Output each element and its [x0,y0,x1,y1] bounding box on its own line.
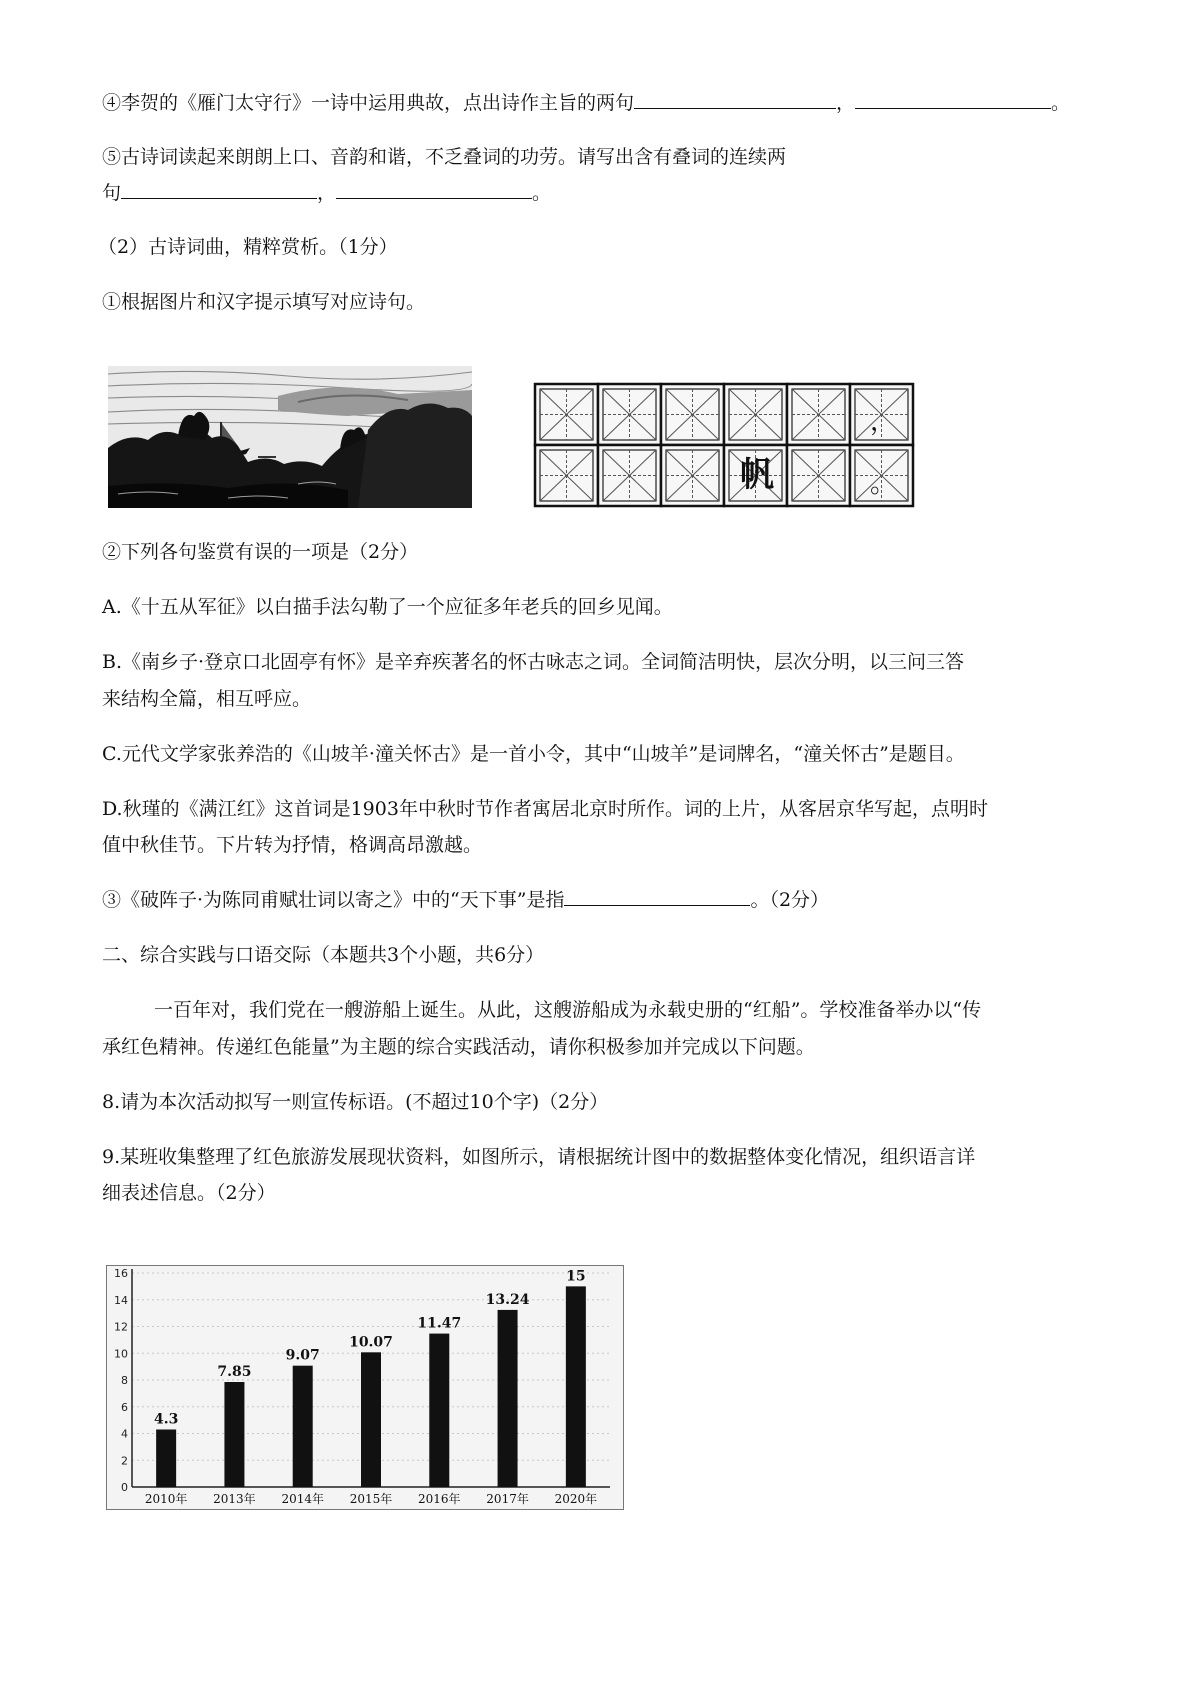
option-b-line-2[interactable]: 来结构全篇，相互呼应。 [102,688,312,710]
chart-value-label: 15 [566,1268,586,1285]
q5-line-2 [102,178,551,208]
chart-y-tick-label: 6 [121,1400,128,1414]
grid-cell[interactable] [661,384,724,445]
q9-line-2: 细表述信息。（2分） [102,1182,276,1204]
section2-intro-line-1: 一百年对，我们党在一艘游船上诞生。从此，这艘游船成为永载史册的“红船”。学校准备举办以“传 [154,999,982,1021]
chart-x-tick-label: 2014年 [281,1492,324,1506]
part2-heading: （2）古诗词曲，精粹赏析。（1分） [98,236,398,258]
q5-line2-start: 句 [102,182,122,204]
chart-value-label: 7.85 [217,1364,252,1381]
chart-x-tick-label: 2013年 [213,1492,256,1506]
option-b-line-1[interactable]: B.《南乡子·登京口北固亭有怀》是辛弃疾著名的怀古咏志之词。全词简洁明快，层次分明，以三问三答 [102,651,965,673]
chart-y-tick-label: 8 [121,1374,128,1387]
p2q3-line [102,885,829,915]
chart-value-label: 4.3 [153,1411,179,1428]
chart-value-label: 11.47 [417,1315,462,1332]
q4-blank-2[interactable] [855,88,1051,109]
q4-sep: ， [836,92,856,114]
grid-cell[interactable] [598,384,661,445]
chart-value-label: 10.07 [349,1334,393,1351]
p2q1-text: ①根据图片和汉字提示填写对应诗句。 [102,291,426,313]
q4-line [102,88,1070,118]
q5-line-1: ⑤古诗词读起来朗朗上口、音韵和谐，不乏叠词的功劳。请写出含有叠词的连续两 [102,146,787,168]
chart-x-tick-label: 2015年 [349,1492,393,1506]
chart-value-label: 9.07 [285,1347,320,1364]
q9-line-1: 9.某班收集整理了红色旅游发展现状资料，如图所示，请根据统计图中的数据整体变化情况，组织语言详 [102,1146,976,1168]
chart-bar [156,1429,176,1487]
grid-row2-punctuation: 。 [869,469,897,499]
chart-bar [566,1286,586,1487]
grid-row1-punctuation: ， [869,407,897,437]
grid-cell[interactable] [787,384,850,445]
chart-bar [429,1334,449,1487]
chart-x-tick-label: 2020年 [554,1492,598,1506]
grid-cell[interactable] [535,445,598,506]
grid-hint-char: 帆 [740,455,774,495]
q5-blank-2[interactable] [336,178,532,199]
chart-y-tick-label: 2 [121,1454,128,1468]
q5-sep: ， [317,182,337,204]
chart-y-tick-label: 10 [114,1347,128,1361]
q4-end: 。 [1051,92,1071,114]
q5-blank-1[interactable] [121,178,317,199]
p2q3-blank[interactable] [564,885,750,906]
q4-blank-1[interactable] [634,88,836,109]
chart-bar [293,1366,313,1487]
grid-cell[interactable] [535,384,598,445]
chart-y-tick-label: 4 [121,1427,128,1441]
chart-bar [498,1310,518,1487]
grid-cell[interactable] [787,445,850,506]
chart-bar [224,1382,244,1487]
section2-intro-line-2: 承红色精神。传递红色能量”为主题的综合实践活动，请你积极参加并完成以下问题。 [102,1036,815,1058]
q4-text: ④李贺的《雁门太守行》一诗中运用典故，点出诗作主旨的两句 [102,92,635,114]
p2q3-end: 。（2分） [750,889,830,911]
chart-x-tick-label: 2010年 [144,1492,188,1506]
chart-y-tick-label: 14 [114,1293,128,1307]
p2q2-stem: ②下列各句鉴赏有误的一项是（2分） [102,541,419,563]
option-a[interactable]: A.《十五从军征》以白描手法勾勒了一个应征多年老兵的回乡见闻。 [102,596,673,618]
chart-x-tick-label: 2016年 [418,1492,461,1506]
landscape-illustration [108,366,472,508]
option-d-line-2[interactable]: 值中秋佳节。下片转为抒情，格调高昂激越。 [102,834,483,856]
grid-cell[interactable] [661,445,724,506]
chart-y-tick-label: 16 [114,1267,128,1280]
grid-cell[interactable] [598,445,661,506]
chart-x-tick-label: 2017年 [486,1492,529,1506]
chart-y-tick-label: 12 [114,1320,128,1334]
q5-end: 。 [532,182,552,204]
option-c[interactable]: C.元代文学家张养浩的《山坡羊·潼关怀古》是一首小令，其中“山坡羊”是词牌名，“潼关怀古”是题目。 [102,743,965,765]
option-d-line-1[interactable]: D.秋瑾的《满江红》这首词是1903年中秋时节作者寓居北京时所作。词的上片，从客居京华写起，点明时 [102,798,988,820]
grid-cell[interactable] [724,384,787,445]
p2q3-text: ③《破阵子·为陈同甫赋壮词以寄之》中的“天下事”是指 [102,889,565,911]
red-tourism-bar-chart [106,1265,624,1510]
q8-text: 8.请为本次活动拟写一则宣传标语。(不超过10个字)（2分） [102,1091,609,1113]
chart-bar [361,1352,381,1487]
chart-value-label: 13.24 [485,1291,530,1308]
answer-grid[interactable] [533,382,918,510]
section2-heading: 二、综合实践与口语交际（本题共3个小题，共6分） [102,944,545,966]
chart-y-tick-label: 0 [121,1481,128,1494]
